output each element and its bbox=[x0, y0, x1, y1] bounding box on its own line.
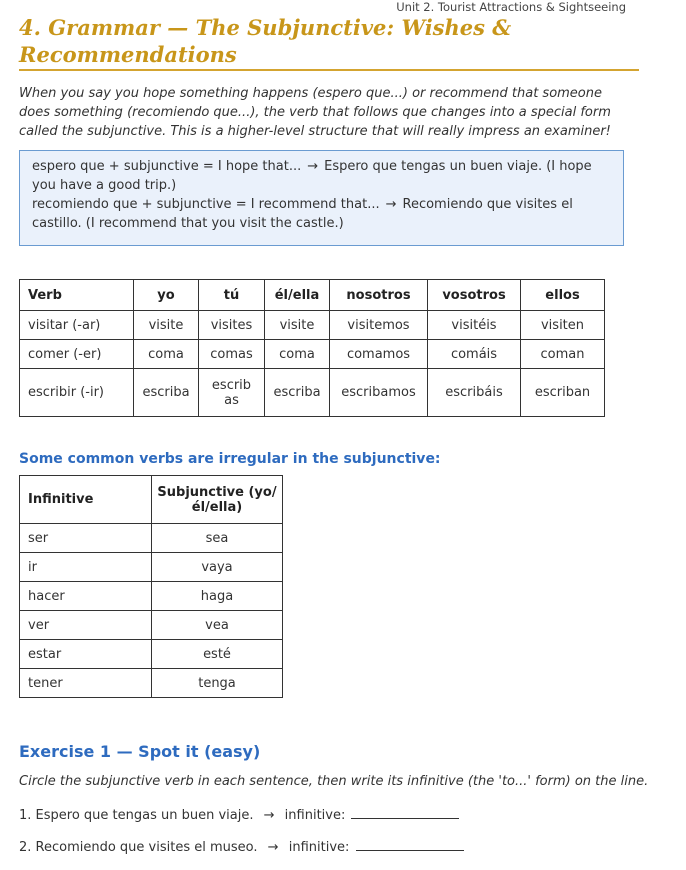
table-cell: coma bbox=[134, 340, 199, 369]
table-cell: escriban bbox=[521, 369, 605, 417]
table-row bbox=[20, 640, 283, 669]
table-cell: visitemos bbox=[330, 311, 428, 340]
conjugation-table bbox=[19, 279, 605, 417]
table-cell: coman bbox=[521, 340, 605, 369]
table-cell: esté bbox=[152, 640, 283, 669]
table-cell: sea bbox=[152, 524, 283, 553]
table-cell: vea bbox=[152, 611, 283, 640]
answer-label: infinitive: bbox=[284, 808, 346, 823]
arrow-icon: → bbox=[385, 197, 397, 212]
column-header: yo bbox=[134, 280, 199, 311]
table-row bbox=[20, 553, 283, 582]
column-header: ellos bbox=[521, 280, 605, 311]
arrow-icon: → bbox=[307, 159, 319, 174]
table-cell: escribir (-ir) bbox=[20, 369, 134, 417]
table-cell: visite bbox=[265, 311, 330, 340]
irregular-heading: Some common verbs are irregular in the subjunctive: bbox=[19, 451, 441, 467]
column-header: Subjunctive (yo/él/ella) bbox=[152, 476, 283, 524]
table-row bbox=[20, 582, 283, 611]
column-header: nosotros bbox=[330, 280, 428, 311]
table-cell: visitéis bbox=[428, 311, 521, 340]
example-box bbox=[19, 150, 624, 246]
table-cell: escriba bbox=[134, 369, 199, 417]
column-header: Verb bbox=[20, 280, 134, 311]
arrow-icon: → bbox=[263, 808, 275, 823]
column-header: él/ella bbox=[265, 280, 330, 311]
exercise-title: Exercise 1 — Spot it (easy) bbox=[19, 742, 261, 761]
table-cell: coma bbox=[265, 340, 330, 369]
exercise-sentence: 1. Espero que tengas un buen viaje. bbox=[19, 808, 254, 823]
table-cell: vaya bbox=[152, 553, 283, 582]
table-cell: comas bbox=[199, 340, 265, 369]
exercise-sentence: 2. Recomiendo que visites el museo. bbox=[19, 840, 258, 855]
example-line bbox=[32, 157, 611, 195]
table-cell: hacer bbox=[20, 582, 152, 611]
table-cell: ser bbox=[20, 524, 152, 553]
table-cell: ver bbox=[20, 611, 152, 640]
answer-blank[interactable] bbox=[356, 836, 464, 851]
table-cell: escribamos bbox=[330, 369, 428, 417]
arrow-icon: → bbox=[267, 840, 279, 855]
table-cell: visiten bbox=[521, 311, 605, 340]
exercise-instruction: Circle the subjunctive verb in each sentence, then write its infinitive (the 'to...' form) on the line. bbox=[19, 774, 649, 789]
exercise-item bbox=[19, 804, 459, 823]
example-line bbox=[32, 195, 611, 233]
column-header: Infinitive bbox=[20, 476, 152, 524]
intro-paragraph: When you say you hope something happens (espero que...) or recommend that someone does something (recomiendo que...), the verb that follows que changes into a special form called the subjunctive. This is a higher-level structure that will really impress an examiner! bbox=[19, 86, 611, 139]
table-cell: comer (-er) bbox=[20, 340, 134, 369]
unit-reference: Unit 2. Tourist Attractions & Sightseeing bbox=[396, 0, 626, 14]
exercise-item bbox=[19, 836, 464, 855]
table-cell: haga bbox=[152, 582, 283, 611]
example-sample: Recomiendo que visites el castillo. (I recommend that you visit the castle.) bbox=[32, 197, 573, 231]
example-rule: espero que + subjunctive = I hope that... bbox=[32, 159, 302, 174]
table-cell: visitar (-ar) bbox=[20, 311, 134, 340]
table-row bbox=[20, 311, 605, 340]
section-title: 4. Grammar — The Subjunctive: Wishes & Recommendations bbox=[19, 15, 512, 67]
title-underline bbox=[19, 69, 639, 71]
table-cell: escribáis bbox=[428, 369, 521, 417]
table-row bbox=[20, 369, 605, 417]
table-row bbox=[20, 669, 283, 698]
table-cell: tenga bbox=[152, 669, 283, 698]
table-cell: escribas bbox=[199, 369, 265, 417]
example-rule: recomiendo que + subjunctive = I recommend that... bbox=[32, 197, 380, 212]
table-cell: visite bbox=[134, 311, 199, 340]
table-header-row bbox=[20, 476, 283, 524]
answer-blank[interactable] bbox=[351, 804, 459, 819]
table-cell: ir bbox=[20, 553, 152, 582]
table-row bbox=[20, 524, 283, 553]
table-cell: escriba bbox=[265, 369, 330, 417]
table-cell: estar bbox=[20, 640, 152, 669]
table-cell: comáis bbox=[428, 340, 521, 369]
table-cell: visites bbox=[199, 311, 265, 340]
table-cell: tener bbox=[20, 669, 152, 698]
table-row bbox=[20, 340, 605, 369]
example-sample: Espero que tengas un buen viaje. (I hope you have a good trip.) bbox=[32, 159, 592, 193]
table-cell: comamos bbox=[330, 340, 428, 369]
answer-label: infinitive: bbox=[288, 840, 350, 855]
column-header: vosotros bbox=[428, 280, 521, 311]
column-header: tú bbox=[199, 280, 265, 311]
table-header-row bbox=[20, 280, 605, 311]
table-row bbox=[20, 611, 283, 640]
irregular-table bbox=[19, 475, 283, 698]
